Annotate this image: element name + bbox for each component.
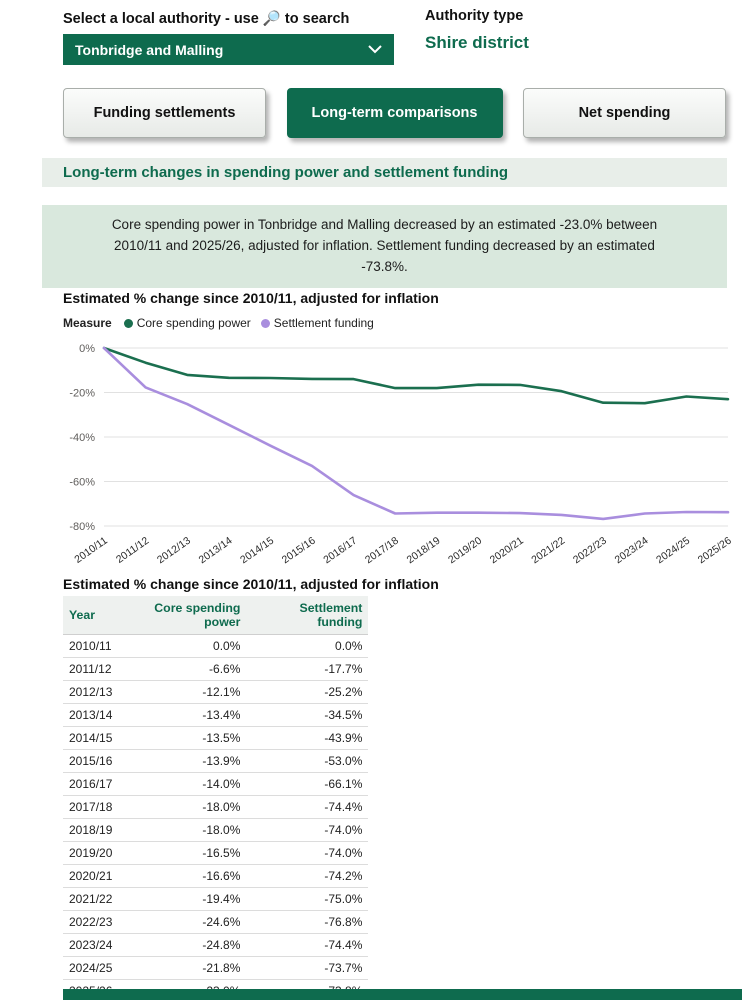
chart-series-lines xyxy=(104,348,728,519)
table-row xyxy=(63,704,368,727)
table-row xyxy=(63,819,368,842)
core-cell: -24.6% xyxy=(118,911,246,934)
chart-legend xyxy=(63,316,374,330)
core-cell: -13.4% xyxy=(118,704,246,727)
legend-item-settlement-funding xyxy=(261,316,374,330)
core-cell: 0.0% xyxy=(118,635,246,658)
svg-text:2011/12: 2011/12 xyxy=(113,534,152,566)
core-cell: -21.8% xyxy=(118,957,246,980)
tab-bar xyxy=(63,88,726,138)
settlement-cell: -53.0% xyxy=(246,750,368,773)
settlement-cell: -43.9% xyxy=(246,727,368,750)
core-cell: -16.5% xyxy=(118,842,246,865)
legend-label: Settlement funding xyxy=(273,316,374,330)
table-row xyxy=(63,934,368,957)
settlement-cell: 0.0% xyxy=(246,635,368,658)
core-cell: -13.9% xyxy=(118,750,246,773)
year-cell: 2018/19 xyxy=(63,819,118,842)
svg-text:-20%: -20% xyxy=(69,387,95,400)
footer-bar xyxy=(63,989,742,1000)
svg-text:2014/15: 2014/15 xyxy=(238,534,277,567)
svg-text:2017/18: 2017/18 xyxy=(362,534,401,567)
select-authority-label: Select a local authority - use 🔎 to search xyxy=(63,11,350,27)
svg-text:2016/17: 2016/17 xyxy=(321,534,360,567)
year-cell: 2016/17 xyxy=(63,773,118,796)
table-row xyxy=(63,727,368,750)
table-row xyxy=(63,658,368,681)
svg-text:2021/22: 2021/22 xyxy=(529,534,568,567)
core-cell: -16.6% xyxy=(118,865,246,888)
year-cell: 2024/25 xyxy=(63,957,118,980)
legend-title: Measure xyxy=(63,316,112,330)
table-row xyxy=(63,681,368,704)
year-cell: 2019/20 xyxy=(63,842,118,865)
year-cell: 2020/21 xyxy=(63,865,118,888)
svg-text:2025/26: 2025/26 xyxy=(695,534,734,567)
year-cell: 2022/23 xyxy=(63,911,118,934)
authority-dropdown[interactable] xyxy=(63,34,394,65)
core-cell: -18.0% xyxy=(118,819,246,842)
legend-label: Core spending power xyxy=(136,316,251,330)
summary-box xyxy=(42,205,727,288)
settlement-cell: -66.1% xyxy=(246,773,368,796)
data-table xyxy=(63,596,368,1000)
year-cell: 2012/13 xyxy=(63,681,118,704)
authority-type-value: Shire district xyxy=(425,33,529,52)
chart-y-axis-labels xyxy=(69,343,95,533)
core-spending-power-swatch xyxy=(124,319,133,328)
settlement-cell: -74.4% xyxy=(246,934,368,957)
core-cell: -13.5% xyxy=(118,727,246,750)
core-cell: -12.1% xyxy=(118,681,246,704)
table-row xyxy=(63,957,368,980)
svg-text:2010/11: 2010/11 xyxy=(72,534,110,566)
settlement-cell: -74.2% xyxy=(246,865,368,888)
table-row xyxy=(63,796,368,819)
svg-text:2024/25: 2024/25 xyxy=(654,534,693,567)
svg-text:2023/24: 2023/24 xyxy=(612,534,651,567)
svg-text:2020/21: 2020/21 xyxy=(487,534,526,567)
table-title: Estimated % change since 2010/11, adjusted for inflation xyxy=(63,576,439,592)
year-cell: 2010/11 xyxy=(63,635,118,658)
svg-text:-80%: -80% xyxy=(69,521,95,533)
table-row xyxy=(63,865,368,888)
year-cell: 2013/14 xyxy=(63,704,118,727)
chart-x-axis-labels xyxy=(72,535,733,567)
tab-net-spending[interactable]: Net spending xyxy=(523,88,726,138)
svg-text:-40%: -40% xyxy=(69,432,95,444)
tab-funding-settlements[interactable]: Funding settlements xyxy=(63,88,266,138)
settlement-cell: -73.7% xyxy=(246,957,368,980)
authority-type-label: Authority type xyxy=(425,8,524,24)
table-row xyxy=(63,842,368,865)
table-row xyxy=(63,911,368,934)
core-cell: -24.8% xyxy=(118,934,246,957)
column-header-core-spending-power: Core spending power xyxy=(118,596,246,635)
year-cell: 2011/12 xyxy=(63,658,118,681)
summary-text: Core spending power in Tonbridge and Malling decreased by an estimated -23.0% between 2010/11 and 2025/26, adjusted for inflation. Settlement funding decreased by an estimated -73.8%. xyxy=(111,217,658,274)
year-cell: 2023/24 xyxy=(63,934,118,957)
table-row xyxy=(63,773,368,796)
svg-text:2018/19: 2018/19 xyxy=(404,534,443,567)
svg-text:2022/23: 2022/23 xyxy=(570,534,609,567)
authority-dropdown-value: Tonbridge and Malling xyxy=(75,41,224,58)
section-title: Long-term changes in spending power and settlement funding xyxy=(42,158,727,187)
column-header-year: Year xyxy=(63,596,118,635)
svg-text:2013/14: 2013/14 xyxy=(196,534,235,567)
core-cell: -19.4% xyxy=(118,888,246,911)
chevron-down-icon xyxy=(368,45,382,54)
settlement-funding-swatch xyxy=(261,319,270,328)
chart-title: Estimated % change since 2010/11, adjusted for inflation xyxy=(63,290,439,306)
core-cell: -18.0% xyxy=(118,796,246,819)
table-row xyxy=(63,888,368,911)
settlement-cell: -74.4% xyxy=(246,796,368,819)
core-cell: -6.6% xyxy=(118,658,246,681)
year-cell: 2015/16 xyxy=(63,750,118,773)
settlement-cell: -76.8% xyxy=(246,911,368,934)
svg-text:0%: 0% xyxy=(79,343,95,355)
table-row xyxy=(63,750,368,773)
year-cell: 2014/15 xyxy=(63,727,118,750)
table-row xyxy=(63,635,368,658)
settlement-cell: -75.0% xyxy=(246,888,368,911)
settlement-cell: -74.0% xyxy=(246,842,368,865)
core-cell: -14.0% xyxy=(118,773,246,796)
settlement-cell: -74.0% xyxy=(246,819,368,842)
settlement-cell: -17.7% xyxy=(246,658,368,681)
svg-text:-60%: -60% xyxy=(69,476,95,489)
table-header-row xyxy=(63,596,368,635)
settlement-cell: -34.5% xyxy=(246,704,368,727)
tab-long-term-comparisons[interactable]: Long-term comparisons xyxy=(287,88,503,138)
svg-text:2015/16: 2015/16 xyxy=(279,534,318,567)
settlement-cell: -25.2% xyxy=(246,681,368,704)
legend-item-core-spending-power xyxy=(124,316,251,330)
svg-text:2012/13: 2012/13 xyxy=(154,534,193,567)
year-cell: 2017/18 xyxy=(63,796,118,819)
year-cell: 2021/22 xyxy=(63,888,118,911)
line-chart xyxy=(36,334,736,574)
svg-text:2019/20: 2019/20 xyxy=(446,534,485,567)
column-header-settlement-funding: Settlement funding xyxy=(246,596,368,635)
